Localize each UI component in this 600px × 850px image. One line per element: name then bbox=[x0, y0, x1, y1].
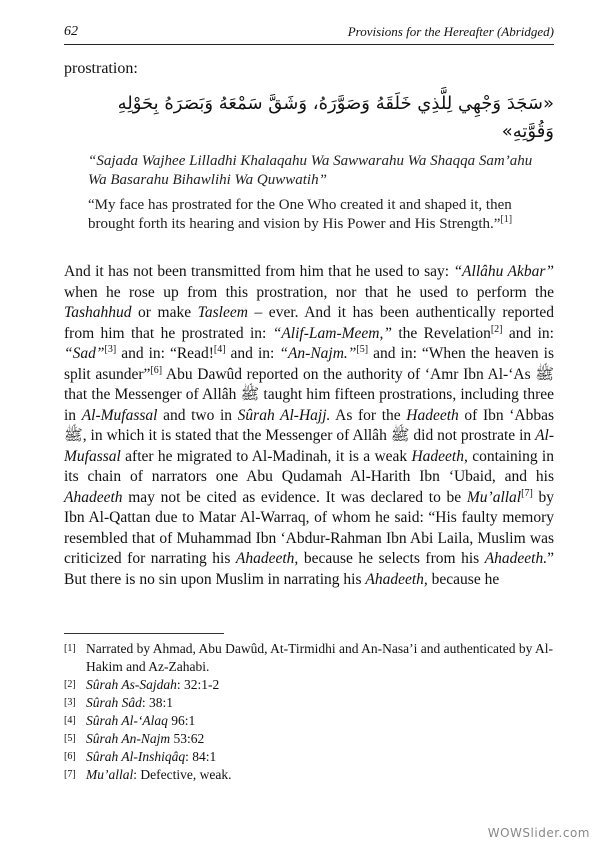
footnote-body: Narrated by Ahmad, Abu Dawûd, At-Tirmidhi and An-Nasa’i and authenticated by Al-Hakim and Az-Zahabi. bbox=[86, 641, 554, 674]
text-run: or make bbox=[131, 304, 198, 321]
footnotes bbox=[64, 640, 554, 784]
footnote-text bbox=[86, 694, 554, 712]
text-run: Abu Dawûd reported on the authority of ‘Amr Ibn Al-‘As ﷺ that the Messenger of Allâh ﷺ taught him fifteen prostrations, including three in bbox=[64, 365, 554, 424]
footnote-text bbox=[86, 712, 554, 730]
text-run: of Ibn ‘Abbas ﷺ, in which it is stated that the Messenger of Allâh ﷺ did not prostrate in bbox=[64, 406, 555, 444]
italic-term: “Sad” bbox=[64, 345, 105, 362]
footnote-number: [1] bbox=[64, 643, 76, 654]
footnote-body: 96:1 bbox=[167, 713, 196, 728]
footnote-italic: Sûrah Sâd bbox=[86, 695, 142, 710]
text-run: containing in its chain of narrators one Abu Qudamah Al-Harith Ibn ‘Ubaid, and his bbox=[64, 447, 554, 485]
italic-term: Ahadeeth bbox=[64, 488, 123, 506]
italic-term: Mu’allal bbox=[466, 488, 522, 506]
italic-term: Al-Mufassal bbox=[81, 406, 158, 424]
italic-term: Tashahhud bbox=[64, 304, 132, 321]
intro-text: prostration: bbox=[64, 60, 138, 77]
page-number: 62 bbox=[64, 24, 78, 39]
footnote-ref: [1] bbox=[500, 214, 513, 225]
text-run: ” But there is no sin upon Muslim in narrating his bbox=[64, 550, 555, 588]
footnote-number: [7] bbox=[64, 769, 76, 780]
running-title: Provisions for the Hereafter (Abridged) bbox=[347, 24, 554, 39]
footnote bbox=[64, 712, 554, 730]
italic-term: “An-Najm.” bbox=[279, 345, 357, 362]
text-run: and two in bbox=[157, 406, 238, 424]
footnote-text bbox=[86, 676, 554, 694]
italic-term: Ahadeeth, bbox=[235, 550, 299, 567]
transliteration: “Sajada Wajhee Lilladhi Khalaqahu Wa Sawwarahu Wa Shaqqa Sam’ahu Wa Basarahu Bihawlihi Wa Quwwatih” bbox=[88, 153, 533, 188]
watermark: WOWSlider.com bbox=[487, 826, 590, 840]
translation-text: “My face has prostrated for the One Who created it and shaped it, then brought forth its hearing and vision by His Power and His Strength.” bbox=[88, 197, 512, 232]
footnote-body: : 32:1-2 bbox=[176, 677, 220, 692]
text-run: As for the bbox=[330, 406, 407, 424]
footnote bbox=[64, 640, 554, 676]
footnote-body: : Defective, weak. bbox=[133, 767, 232, 782]
footnote-italic: Sûrah An-Najm bbox=[86, 731, 171, 746]
footnote-italic: Sûrah Al-Inshiqâq bbox=[86, 749, 186, 764]
footnote-number: [3] bbox=[64, 697, 76, 708]
translation bbox=[88, 196, 554, 234]
arabic-supplication: «سَجَدَ وَجْهِي لِلَّذِي خَلَقَهُ وَصَوَّرَهُ، وَشَقَّ سَمْعَهُ وَبَصَرَهُ بِحَوْلِهِ وَقُوَّتِهِ» bbox=[117, 93, 554, 142]
footnote-ref: [7] bbox=[521, 487, 533, 499]
text-run: – ever. And it has been authentically reported from him that he prostrated in: bbox=[64, 304, 554, 342]
text-run: And it has not been transmitted from him that he used to say: bbox=[64, 263, 454, 280]
italic-term: Ahadeeth, bbox=[365, 570, 428, 588]
page-header bbox=[64, 20, 554, 45]
text-run: and in: bbox=[225, 345, 280, 362]
footnote-ref: [6] bbox=[150, 364, 163, 376]
footnote bbox=[64, 748, 554, 766]
italic-term: “Alif-Lam-Meem,” bbox=[272, 324, 392, 342]
italic-term: Hadeeth bbox=[406, 406, 459, 424]
footnote-ref: [2] bbox=[490, 323, 503, 335]
footnote-text bbox=[86, 640, 554, 676]
footnote bbox=[64, 766, 554, 784]
footnote-number: [5] bbox=[64, 733, 76, 744]
text-run: when he rose up from this prostration, nor that he used to perform the bbox=[64, 283, 554, 301]
footnote-italic: Mu’allal bbox=[86, 767, 134, 782]
italic-term: Al-Mufassal bbox=[64, 427, 554, 465]
footnote bbox=[64, 676, 554, 694]
text-run: and in: “When the heaven is split asunder” bbox=[64, 345, 554, 383]
text-run: and in: “Read! bbox=[116, 345, 214, 362]
italic-term: Hadeeth, bbox=[411, 447, 468, 465]
footnote-text bbox=[86, 748, 554, 766]
footnote-number: [2] bbox=[64, 679, 76, 690]
footnote-ref: [3] bbox=[104, 343, 117, 355]
footnote-text bbox=[86, 766, 554, 784]
footnote-italic: Sûrah Al-‘Alaq bbox=[86, 713, 168, 728]
italic-term: Sûrah Al-Hajj. bbox=[237, 406, 331, 424]
italic-term: Tasleem bbox=[197, 304, 248, 321]
footnote-italic: Sûrah As-Sajdah bbox=[86, 677, 177, 692]
footnote bbox=[64, 730, 554, 748]
footnote-body: : 84:1 bbox=[185, 749, 217, 764]
footnote-number: [4] bbox=[64, 715, 76, 726]
footnote bbox=[64, 694, 554, 712]
text-run: because he bbox=[427, 570, 500, 588]
text-run: and in: bbox=[502, 324, 554, 342]
italic-term: “Allâhu Akbar” bbox=[453, 263, 555, 280]
footnote-ref: [4] bbox=[213, 343, 226, 355]
footnote-body: : 38:1 bbox=[141, 695, 174, 710]
footnote-body: 53:62 bbox=[170, 731, 205, 746]
text-run: because he selects from his bbox=[298, 550, 485, 567]
text-run: may not be cited as evidence. It was declared to be bbox=[122, 488, 467, 506]
text-run: by Ibn Al-Qattan due to Matar Al-Warraq, of whom he said: “His faulty memory resembled that of Muhammad Ibn ‘Abdur-Rahman Ibn Abi Laila, Muslim was criticized for narrating his bbox=[64, 488, 555, 567]
footnote-text bbox=[86, 730, 554, 748]
footnote-divider bbox=[64, 633, 224, 634]
text-run: the Revelation bbox=[391, 324, 491, 342]
main-paragraph bbox=[64, 262, 554, 590]
footnote-number: [6] bbox=[64, 751, 76, 762]
footnote-ref: [5] bbox=[356, 343, 369, 355]
text-run: after he migrated to Al-Madinah, it is a weak bbox=[120, 447, 412, 465]
italic-term: Ahadeeth. bbox=[484, 550, 548, 567]
